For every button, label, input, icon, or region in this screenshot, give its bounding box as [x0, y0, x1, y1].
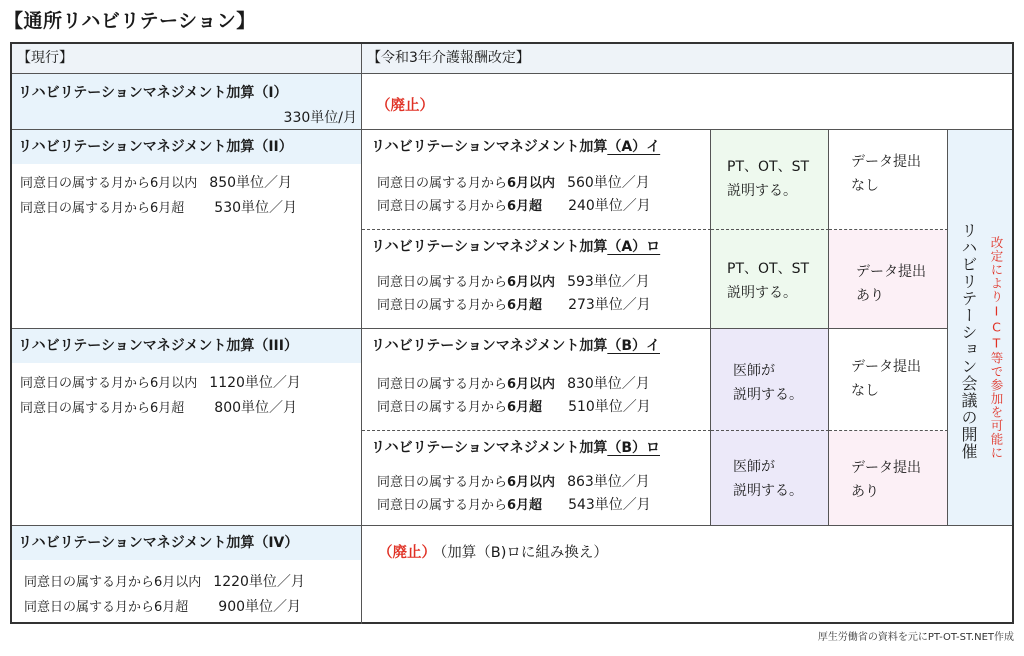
title-suffix: （A）ロ — [607, 239, 661, 255]
rate-label: 同意日の属する月から6月超 — [20, 201, 185, 216]
row-ii-current — [12, 130, 362, 329]
rate-label: 同意日の属する月から6月超 — [24, 600, 189, 615]
row-iv-current — [12, 526, 362, 624]
rate-label: 同意日の属する月から6月超 — [20, 401, 185, 416]
rate-units: 593単位／月 — [567, 274, 650, 290]
row-i-abolished: （廃止） — [376, 98, 434, 114]
title-prefix: リハビリテーションマネジメント加算 — [371, 440, 608, 456]
row-a-i-explainer — [711, 130, 829, 230]
row-b-ro-explainer — [711, 431, 829, 526]
rate-label: 同意日の属する月から — [377, 400, 508, 415]
data-line: データ提出 — [851, 359, 921, 375]
row-a-ro-rate-1 — [377, 270, 650, 295]
row-i-units: 330単位/月 — [283, 110, 357, 126]
rate-units: 850単位／月 — [209, 175, 293, 191]
title-prefix: リハビリテーションマネジメント加算 — [371, 139, 608, 155]
meeting-ict-note: 改定によりICT等で参加を可能に — [989, 236, 1004, 460]
rate-label: 同意日の属する月から6月以内 — [20, 376, 198, 391]
title-prefix: リハビリテーションマネジメント加算 — [371, 239, 608, 255]
row-ii-title: リハビリテーションマネジメント加算（II） — [12, 130, 361, 164]
row-iv-note — [378, 541, 608, 562]
row-a-ro — [362, 230, 711, 329]
data-line: データ提出 — [856, 264, 926, 280]
row-a-i-rate-2 — [377, 194, 651, 219]
row-i-title: リハビリテーションマネジメント加算（I） — [18, 85, 288, 101]
row-b-ro-rate-1 — [377, 470, 650, 495]
row-b-ro-rate-2 — [377, 493, 651, 518]
explainer-line: PT、OT、ST — [727, 159, 810, 175]
rate-label-bold: 6月超 — [507, 199, 543, 214]
row-a-i — [362, 130, 711, 230]
row-a-i-title — [362, 130, 710, 164]
row-b-i-rate-2 — [377, 395, 651, 420]
explainer-line: 医師が — [733, 363, 775, 379]
explainer-line: 説明する。 — [727, 285, 797, 301]
source-credit: 厚生労働省の資料を元にPT-OT-ST.NET作成 — [817, 632, 1014, 643]
rate-units: 800単位／月 — [214, 400, 298, 416]
rate-units: 510単位／月 — [568, 399, 651, 415]
row-iii-current — [12, 329, 362, 526]
data-line: なし — [851, 178, 879, 194]
row-iv-abolished: （廃止） — [378, 545, 436, 561]
rate-units: 900単位／月 — [218, 599, 302, 615]
row-i-current — [12, 74, 362, 130]
rate-units: 240単位／月 — [568, 198, 651, 214]
row-b-ro-data — [829, 431, 948, 526]
row-ii-rate-2 — [20, 196, 297, 221]
row-iv-title: リハビリテーションマネジメント加算（IV） — [12, 526, 361, 560]
header-revised: 【令和3年介護報酬改定】 — [362, 44, 1012, 74]
explainer-line: 説明する。 — [727, 183, 797, 199]
data-line: なし — [851, 383, 879, 399]
row-a-i-rate-1 — [377, 171, 650, 196]
row-b-ro — [362, 431, 711, 526]
rate-label: 同意日の属する月から — [377, 275, 508, 290]
meeting-column — [948, 130, 1012, 526]
row-b-i-title — [362, 329, 710, 363]
data-line: データ提出 — [851, 154, 921, 170]
title-suffix: （B）ロ — [607, 440, 660, 456]
page-title: 【通所リハビリテーション】 — [4, 10, 256, 32]
rate-units: 273単位／月 — [568, 297, 651, 313]
header-current: 【現行】 — [12, 44, 362, 74]
rate-label-bold: 6月超 — [507, 400, 543, 415]
row-a-ro-rate-2 — [377, 293, 651, 318]
data-line: あり — [851, 484, 879, 500]
rate-label: 同意日の属する月から6月以内 — [20, 176, 198, 191]
rate-label: 同意日の属する月から — [377, 377, 508, 392]
row-iv-rate-2 — [24, 595, 301, 620]
rate-label: 同意日の属する月から — [377, 176, 508, 191]
row-iv-revised — [362, 526, 1012, 624]
row-b-i-data — [829, 329, 948, 431]
explainer-line: 医師が — [733, 459, 775, 475]
rate-label: 同意日の属する月から6月以内 — [24, 575, 202, 590]
row-i-revised — [362, 74, 1012, 130]
comparison-table — [10, 42, 1014, 624]
rate-label-bold: 6月以内 — [507, 275, 556, 290]
row-iv-reassigned: （加算（B)ロに組み換え） — [440, 545, 608, 561]
rate-units: 530単位／月 — [214, 200, 298, 216]
row-b-i-rate-1 — [377, 372, 650, 397]
data-line: データ提出 — [851, 460, 921, 476]
title-prefix: リハビリテーションマネジメント加算 — [371, 338, 608, 354]
rate-label: 同意日の属する月から — [377, 298, 508, 313]
row-iv-rate-1 — [24, 570, 305, 595]
row-b-i-explainer — [711, 329, 829, 431]
rate-label-bold: 6月以内 — [507, 176, 556, 191]
rate-label: 同意日の属する月から — [377, 498, 508, 513]
data-line: あり — [856, 288, 884, 304]
row-a-ro-title — [362, 230, 710, 264]
rate-label: 同意日の属する月から — [377, 475, 508, 490]
rate-label-bold: 6月超 — [507, 498, 543, 513]
explainer-line: 説明する。 — [733, 483, 803, 499]
row-ii-rate-1 — [20, 171, 292, 196]
rate-units: 830単位／月 — [567, 376, 650, 392]
rate-units: 863単位／月 — [567, 474, 650, 490]
rate-label-bold: 6月超 — [507, 298, 543, 313]
row-iii-rate-1 — [20, 371, 301, 396]
title-suffix: （B）イ — [607, 338, 660, 354]
row-b-ro-title — [362, 431, 710, 465]
rate-units: 1120単位／月 — [209, 375, 301, 391]
row-a-ro-explainer — [711, 230, 829, 329]
explainer-line: 説明する。 — [733, 387, 803, 403]
rate-label-bold: 6月以内 — [507, 377, 556, 392]
rate-units: 543単位／月 — [568, 497, 651, 513]
rate-label: 同意日の属する月から — [377, 199, 508, 214]
row-a-ro-data — [829, 230, 948, 329]
row-b-i — [362, 329, 711, 431]
rate-units: 560単位／月 — [567, 175, 650, 191]
rate-label-bold: 6月以内 — [507, 475, 556, 490]
row-a-i-data — [829, 130, 948, 230]
rate-units: 1220単位／月 — [213, 574, 305, 590]
row-iii-rate-2 — [20, 396, 297, 421]
explainer-line: PT、OT、ST — [727, 261, 810, 277]
title-suffix: （A）イ — [607, 139, 661, 155]
meeting-label: リハビリテーション会議の開催 — [959, 222, 978, 460]
row-iii-title: リハビリテーションマネジメント加算（III） — [12, 329, 361, 363]
